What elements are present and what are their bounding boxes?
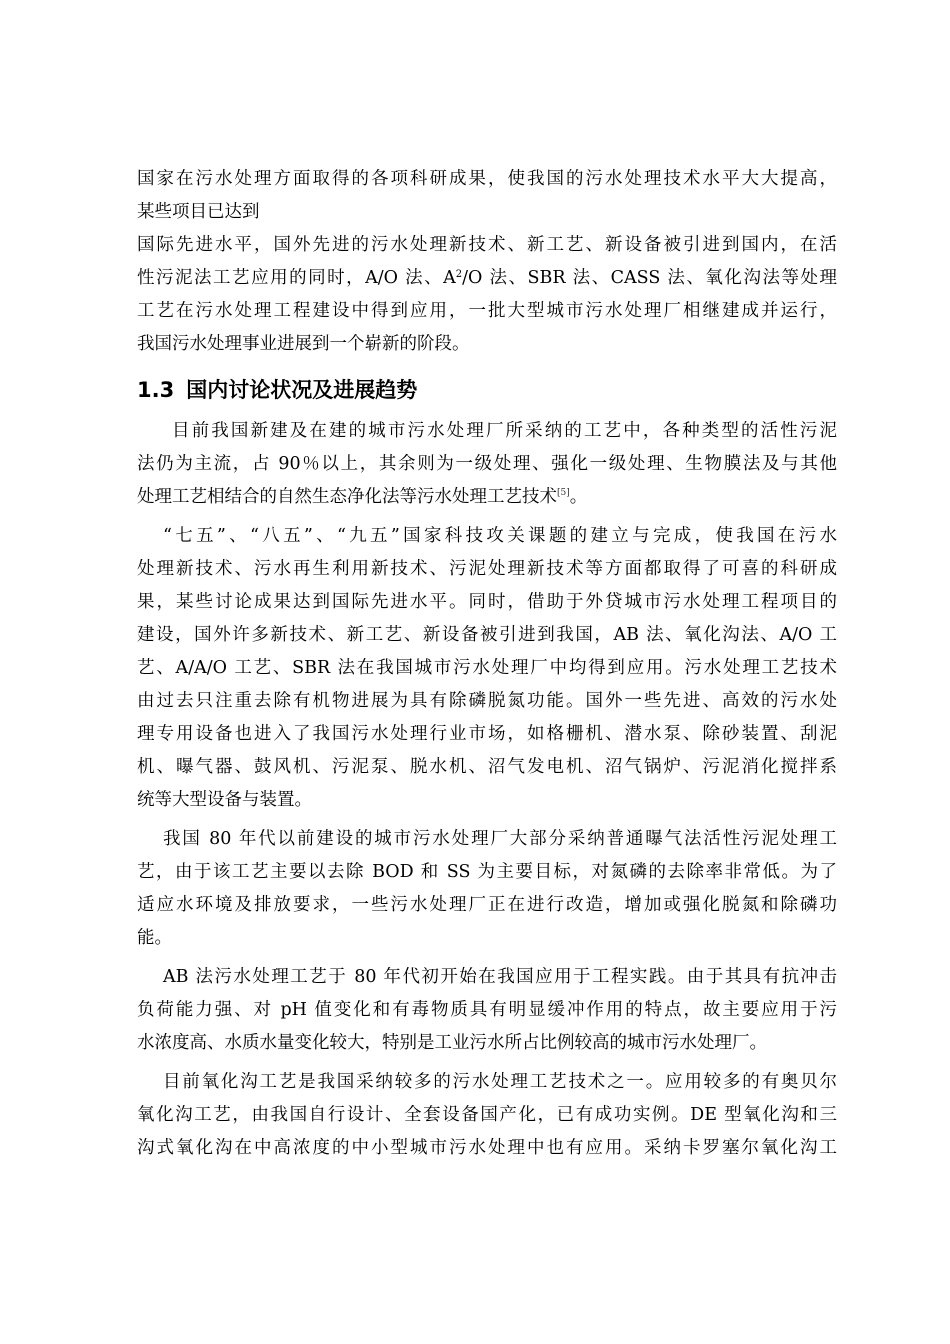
section-number: 1.3 <box>137 378 175 402</box>
text-line: 适应水环境及排放要求，一些污水处理厂正在进行改造，增加或强化脱氮和除磷功 <box>137 895 837 915</box>
text-line <box>137 481 837 514</box>
text-line: 机、曝气器、鼓风机、污泥泵、脱水机、沼气发电机、沼气锅炉、污泥消化搅拌系 <box>137 757 837 777</box>
text-line: 能。 <box>137 928 172 948</box>
text-line: 沟式氧化沟在中高浓度的中小型城市污水处理中也有应用。采纳卡罗塞尔氧化沟工 <box>137 1138 837 1158</box>
paragraph <box>137 1066 837 1165</box>
paragraph <box>137 961 837 1060</box>
text-line: 理专用设备也进入了我国污水处理行业市场，如格栅机、潜水泵、除砂装置、刮泥 <box>137 724 837 744</box>
text-line: “七五”、“八五”、“九五”国家科技攻关课题的建立与完成，使我国在污水 <box>163 526 837 546</box>
section-title: 国内讨论状况及进展趋势 <box>186 378 418 402</box>
intro-paragraph <box>137 163 837 361</box>
text-line <box>137 262 837 295</box>
text-line: 氧化沟工艺，由我国自行设计、全套设备国产化，已有成功实例。DE 型氧化沟和三 <box>137 1105 837 1125</box>
paragraph <box>137 823 837 955</box>
text-line: 艺，由于该工艺主要以去除 BOD 和 SS 为主要目标，对氮磷的去除率非常低。为了 <box>137 862 837 882</box>
superscript: 2 <box>455 269 463 280</box>
text-line: 由过去只注重去除有机物进展为具有除磷脱氮功能。国外一些先进、高效的污水处 <box>137 691 837 711</box>
text-fragment: 性污泥法工艺应用的同时，A/O 法、A <box>137 268 456 288</box>
text-line: 某些项目已达到 <box>137 202 260 222</box>
text-line: 我国 80 年代以前建设的城市污水处理厂大部分采纳普通曝气法活性污泥处理工 <box>163 829 837 849</box>
text-line: 建设，国外许多新技术、新工艺、新设备被引进到我国，AB 法、氧化沟法、A/O 工 <box>137 625 837 645</box>
text-line: 国家在污水处理方面取得的各项科研成果，使我国的污水处理技术水平大大提高， <box>137 169 837 189</box>
text-line: 法仍为主流，占 90％以上，其余则为一级处理、强化一级处理、生物膜法及与其他 <box>137 454 837 474</box>
text-line: 艺、A/A/O 工艺、SBR 法在我国城市污水处理厂中均得到应用。污水处理工艺技术 <box>137 658 837 678</box>
section-heading <box>137 367 837 413</box>
text-fragment: 。 <box>569 487 588 507</box>
text-line: 处理新技术、污水再生利用新技术、污泥处理新技术等方面都取得了可喜的科研成 <box>137 559 837 579</box>
text-line: 负荷能力强、对 pH 值变化和有毒物质具有明显缓冲作用的特点，故主要应用于污 <box>137 1000 837 1020</box>
paragraph <box>137 415 837 514</box>
text-line: 我国污水处理事业进展到一个崭新的阶段。 <box>137 334 470 354</box>
text-line: 工艺在污水处理工程建设中得到应用，一批大型城市污水处理厂相继建成并运行， <box>137 301 837 321</box>
text-fragment: /O 法、SBR 法、CASS 法、氧化沟法等处理 <box>462 268 837 288</box>
paragraph <box>137 520 837 817</box>
text-line: 统等大型设备与装置。 <box>137 790 312 810</box>
text-line: 目前我国新建及在建的城市污水处理厂所采纳的工艺中，各种类型的活性污泥 <box>172 421 837 441</box>
text-line: AB 法污水处理工艺于 80 年代初开始在我国应用于工程实践。由于其具有抗冲击 <box>163 967 837 987</box>
citation-marker: [5] <box>557 487 570 498</box>
text-line: 水浓度高、水质水量变化较大，特别是工业污水所占比例较高的城市污水处理厂。 <box>137 1033 767 1053</box>
text-line: 目前氧化沟工艺是我国采纳较多的污水处理工艺技术之一。应用较多的有奥贝尔 <box>163 1072 837 1092</box>
page-body <box>137 163 837 1171</box>
text-line: 国际先进水平，国外先进的污水处理新技术、新工艺、新设备被引进到国内，在活 <box>137 235 837 255</box>
text-fragment: 处理工艺相结合的自然生态净化法等污水处理工艺技术 <box>137 487 557 507</box>
text-line: 果，某些讨论成果达到国际先进水平。同时，借助于外贷城市污水处理工程项目的 <box>137 592 837 612</box>
